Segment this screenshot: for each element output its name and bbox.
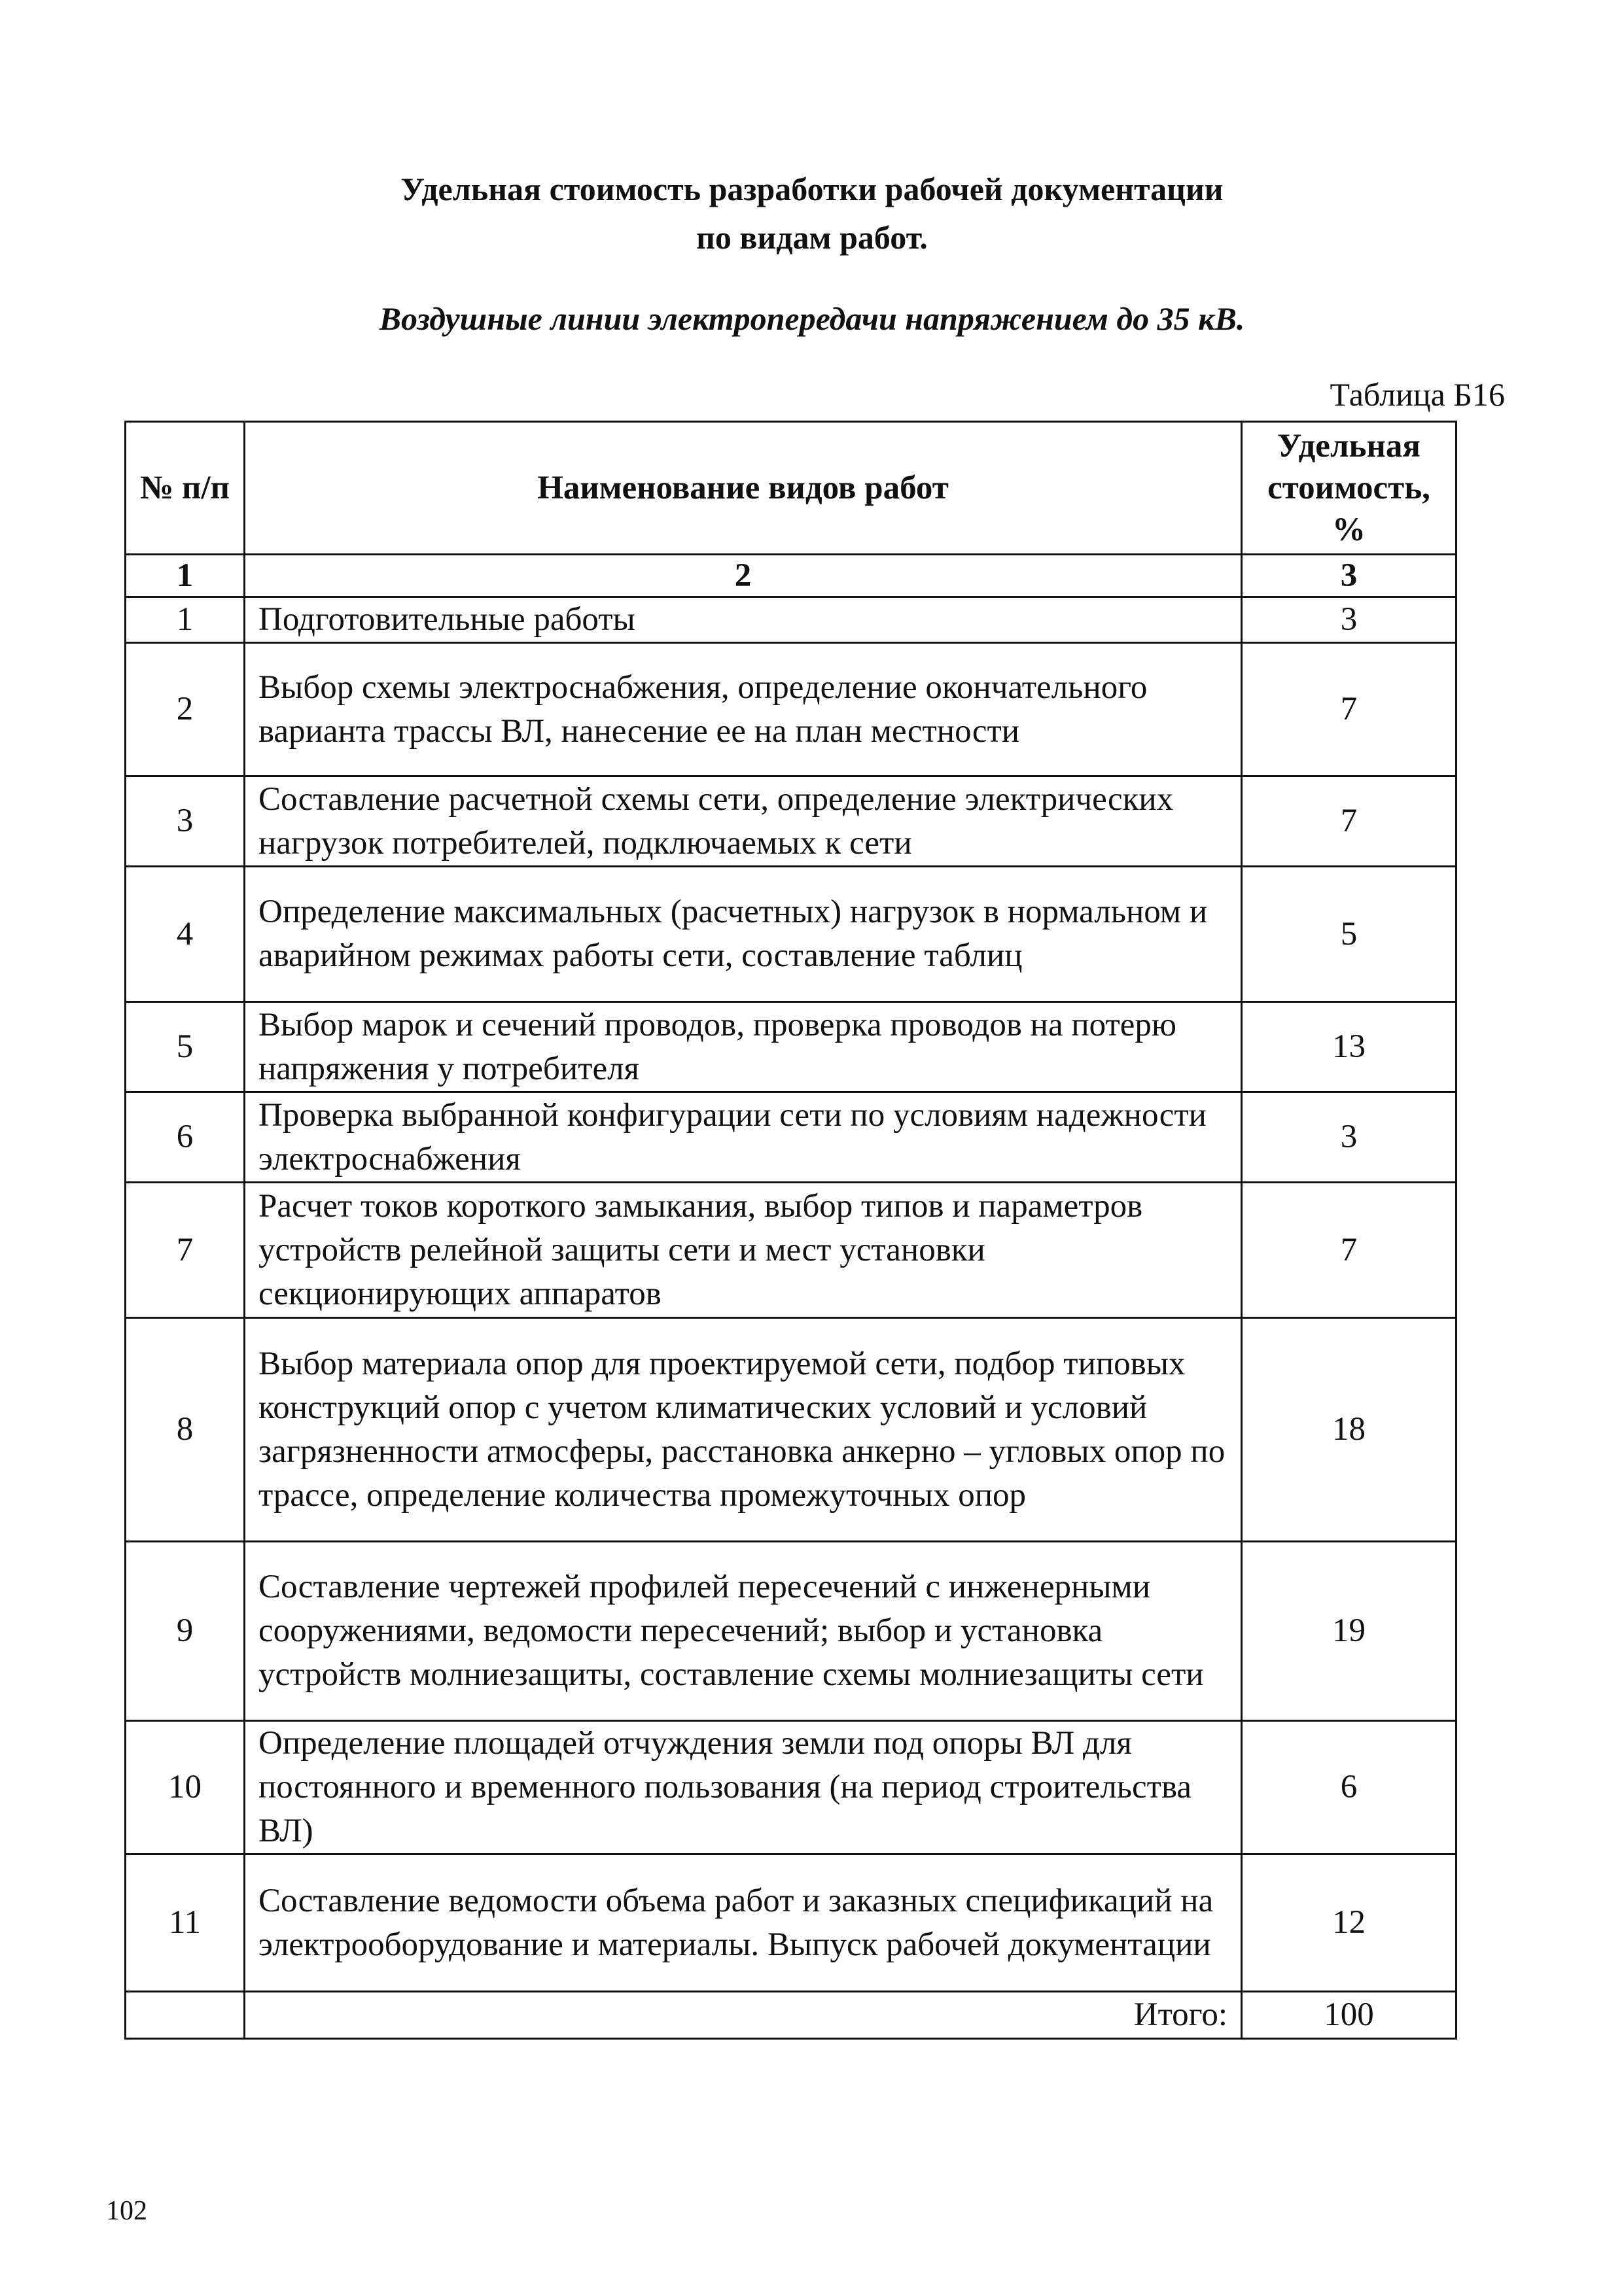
- total-value: 100: [1242, 1992, 1456, 2039]
- page-number: 102: [106, 2196, 147, 2226]
- table-label: Таблица Б16: [1330, 376, 1505, 413]
- total-row: [126, 1992, 1456, 2039]
- unit-cost-value: 19: [1242, 1542, 1456, 1721]
- unit-cost-value: 3: [1242, 597, 1456, 643]
- unit-cost-value: 12: [1242, 1854, 1456, 1992]
- unit-cost-value: 18: [1242, 1318, 1456, 1542]
- work-name: Составление ведомости объема работ и заказных спецификаций на электрооборудование и материалы. Выпуск рабочей документации: [245, 1854, 1242, 1992]
- column-number: 1: [126, 555, 245, 597]
- unit-cost-value: 7: [1242, 1183, 1456, 1318]
- row-number: 10: [126, 1721, 245, 1854]
- unit-cost-value: 7: [1242, 643, 1456, 776]
- column-numbers-row: [126, 555, 1456, 597]
- table-row: [126, 1721, 1456, 1854]
- work-name: Расчет токов короткого замыкания, выбор типов и параметров устройств релейной защиты сети и мест установки секционирующих аппаратов: [245, 1183, 1242, 1318]
- work-name: Выбор схемы электроснабжения, определение окончательного варианта трассы ВЛ, нанесение ее на план местности: [245, 643, 1242, 776]
- table-row: [126, 776, 1456, 867]
- unit-cost-value: 13: [1242, 1002, 1456, 1092]
- total-label: Итого:: [245, 1992, 1242, 2039]
- row-number: 8: [126, 1318, 245, 1542]
- total-empty-cell: [126, 1992, 245, 2039]
- unit-cost-value: 5: [1242, 867, 1456, 1002]
- table-row: [126, 643, 1456, 776]
- document-title-line-1: Удельная стоимость разработки рабочей документации: [400, 171, 1224, 207]
- column-number: 3: [1242, 555, 1456, 597]
- header-unit-cost: Удельная стоимость, %: [1242, 422, 1456, 555]
- row-number: 7: [126, 1183, 245, 1318]
- work-name: Определение площадей отчуждения земли под опоры ВЛ для постоянного и временного пользования (на период строительства ВЛ): [245, 1721, 1242, 1854]
- row-number: 5: [126, 1002, 245, 1092]
- work-name: Проверка выбранной конфигурации сети по условиям надежности электроснабжения: [245, 1092, 1242, 1183]
- header-number: № п/п: [126, 422, 245, 555]
- table-row: [126, 597, 1456, 643]
- row-number: 11: [126, 1854, 245, 1992]
- document-title-line-2: по видам работ.: [696, 219, 928, 256]
- work-name: Составление чертежей профилей пересечений с инженерными сооружениями, ведомости пересечений; выбор и установка устройств молниезащиты, составление схемы молниезащиты сети: [245, 1542, 1242, 1721]
- table-row: [126, 1183, 1456, 1318]
- table-row: [126, 1318, 1456, 1542]
- table-row: [126, 1092, 1456, 1183]
- work-name: Определение максимальных (расчетных) нагрузок в нормальном и аварийном режимах работы сети, составление таблиц: [245, 867, 1242, 1002]
- header-work-name: Наименование видов работ: [245, 422, 1242, 555]
- row-number: 4: [126, 867, 245, 1002]
- unit-cost-value: 6: [1242, 1721, 1456, 1854]
- unit-cost-value: 7: [1242, 776, 1456, 867]
- unit-cost-value: 3: [1242, 1092, 1456, 1183]
- row-number: 9: [126, 1542, 245, 1721]
- table-header-row: [126, 422, 1456, 555]
- work-name: Составление расчетной схемы сети, определение электрических нагрузок потребителей, подключаемых к сети: [245, 776, 1242, 867]
- column-number: 2: [245, 555, 1242, 597]
- row-number: 2: [126, 643, 245, 776]
- works-cost-table: [124, 421, 1457, 2040]
- work-name: Выбор материала опор для проектируемой сети, подбор типовых конструкций опор с учетом климатических условий и условий загрязненности атмосферы, расстановка анкерно – угловых опор по трассе, определение количества промежуточных опор: [245, 1318, 1242, 1542]
- row-number: 3: [126, 776, 245, 867]
- row-number: 6: [126, 1092, 245, 1183]
- table-row: [126, 1542, 1456, 1721]
- row-number: 1: [126, 597, 245, 643]
- document-subtitle: Воздушные линии электропередачи напряжением до 35 кВ.: [379, 300, 1245, 337]
- work-name: Выбор марок и сечений проводов, проверка проводов на потерю напряжения у потребителя: [245, 1002, 1242, 1092]
- table-row: [126, 867, 1456, 1002]
- work-name: Подготовительные работы: [245, 597, 1242, 643]
- table-row: [126, 1002, 1456, 1092]
- table-row: [126, 1854, 1456, 1992]
